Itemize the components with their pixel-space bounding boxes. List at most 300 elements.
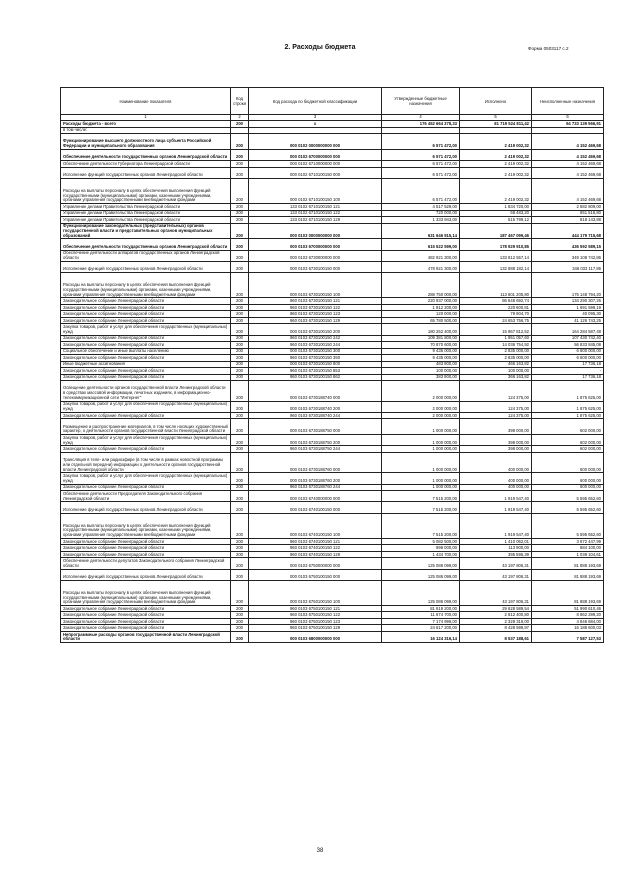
table-row xyxy=(61,210,604,217)
row-classification-code: 960 0103 6730100150 121 xyxy=(249,298,382,305)
row-classification-code: 960 0103 6750100150 129 xyxy=(249,625,382,632)
table-row xyxy=(61,446,604,453)
row-executed: 2 419 002,32 xyxy=(460,149,532,160)
row-name: Исполнение функций государственных органов Ленинградской области xyxy=(61,167,231,178)
row-classification-code: 960 0103 6740100150 129 xyxy=(249,551,382,558)
row-executed: 2 419 002,32 xyxy=(460,178,532,203)
row-line-code: 200 xyxy=(231,324,249,335)
row-approved: 478 921 300,00 xyxy=(382,261,460,272)
table-row xyxy=(61,298,604,305)
row-line-code: 200 xyxy=(231,134,249,150)
budget-expenses-table xyxy=(60,87,604,643)
row-executed: 187 467 099,46 xyxy=(460,223,532,239)
table-row xyxy=(61,204,604,211)
row-name: Закупка товаров, работ и услуг для обеспечения государственных (муниципальных) нужд xyxy=(61,401,231,412)
row-name: Функционирование высшего должностного лица субъекта Российской Федерации и муниципального образования xyxy=(61,134,231,150)
row-executed: 398 000,00 xyxy=(460,419,532,435)
row-classification-code: 000 0103 6730100150 200 xyxy=(249,324,382,335)
table-row xyxy=(61,317,604,324)
table-row xyxy=(61,473,604,484)
row-classification-code: 133 0102 6710100150 121 xyxy=(249,204,382,211)
row-unexecuted: 164 284 587,48 xyxy=(532,324,604,335)
row-name: Законодательное собрание Ленинградской области xyxy=(61,618,231,625)
row-approved: 1 912 200,00 xyxy=(382,304,460,311)
row-approved: 6 571 472,00 xyxy=(382,161,460,168)
row-approved: 2 000 000,00 xyxy=(382,412,460,419)
row-executed: 100 000,00 xyxy=(460,368,532,375)
row-classification-code: 133 0102 6710100150 122 xyxy=(249,210,382,217)
row-executed: 43 197 806,31 xyxy=(460,569,532,580)
table-row xyxy=(61,605,604,612)
row-line-code: 200 xyxy=(231,412,249,419)
row-executed: 8 428 599,97 xyxy=(460,625,532,632)
col-number: 1 xyxy=(61,115,231,121)
row-approved: 70 870 600,00 xyxy=(382,342,460,349)
row-unexecuted: 1 039 104,61 xyxy=(532,551,604,558)
row-line-code: 200 xyxy=(231,355,249,362)
row-unexecuted: 884 100,00 xyxy=(532,545,604,552)
row-executed: 1 919 547,40 xyxy=(460,491,532,502)
row-unexecuted: 4 152 469,68 xyxy=(532,149,604,160)
row-classification-code: 000 0103 6740000000 000 xyxy=(249,491,382,502)
row-executed: 220 600,81 xyxy=(460,304,532,311)
row-unexecuted: 602 000,00 xyxy=(532,446,604,453)
row-unexecuted: 6 600 000,00 xyxy=(532,355,604,362)
table-row xyxy=(61,381,604,402)
row-name: Законодательное собрание Ленинградской области xyxy=(61,412,231,419)
row-approved: 1 333 943,00 xyxy=(382,217,460,224)
row-unexecuted: 651 516,80 xyxy=(532,210,604,217)
row-line-code: 200 xyxy=(231,223,249,239)
table-row xyxy=(61,167,604,178)
row-unexecuted: 94 733 139 566,91 xyxy=(532,121,604,128)
row-name: Законодательное собрание Ленинградской области xyxy=(61,342,231,349)
row-executed: 2 835 000,00 xyxy=(460,355,532,362)
row-classification-code: 000 0103 6750100150 100 xyxy=(249,580,382,605)
row-name: Законодательное собрание Ленинградской области xyxy=(61,304,231,311)
row-name: Социальное обеспечение и иные выплаты населению xyxy=(61,348,231,355)
row-classification-code: 960 0103 6730100150 122 xyxy=(249,304,382,311)
row-executed: 79 904,70 xyxy=(460,311,532,318)
table-row xyxy=(61,161,604,168)
row-unexecuted: 1 875 625,00 xyxy=(532,412,604,419)
row-name: Обеспечение деятельности государственных органов Ленинградской области xyxy=(61,149,231,160)
form-code: Форма 0503117 с.2 xyxy=(528,46,569,51)
row-line-code: 200 xyxy=(231,569,249,580)
row-classification-code: 133 0102 6710100150 129 xyxy=(249,217,382,224)
table-row xyxy=(61,250,604,261)
row-unexecuted: 1 875 625,00 xyxy=(532,401,604,412)
row-name: Закупка товаров, работ и услуг для обеспечения государственных (муниципальных) нужд xyxy=(61,324,231,335)
col-header-line-code: Код строки xyxy=(231,88,249,115)
row-line-code: 200 xyxy=(231,342,249,349)
row-approved: 631 646 915,14 xyxy=(382,223,460,239)
row-line-code: 200 xyxy=(231,317,249,324)
row-executed: 14 036 754,92 xyxy=(460,342,532,349)
row-line-code: 200 xyxy=(231,435,249,446)
row-executed: 113 601 205,80 xyxy=(460,273,532,298)
row-line-code: 200 xyxy=(231,401,249,412)
page-title: 2. Расходы бюджета xyxy=(284,44,356,51)
table-row xyxy=(61,348,604,355)
col-header-name: Наименование показателя xyxy=(61,88,231,115)
row-approved: 1 000 000,00 xyxy=(382,446,460,453)
row-executed: 1 834 720,00 xyxy=(460,204,532,211)
row-name: Законодательное собрание Ленинградской области xyxy=(61,605,231,612)
row-executed: 398 000,00 xyxy=(460,435,532,446)
table-row xyxy=(61,631,604,642)
row-classification-code: 960 0103 6750100150 121 xyxy=(249,605,382,612)
col-header-classification-code: Код расхода по бюджетной классификации xyxy=(249,88,382,115)
table-row xyxy=(61,435,604,446)
row-executed: 124 375,00 xyxy=(460,401,532,412)
row-name: в том числе: xyxy=(61,127,231,134)
row-line-code: 200 xyxy=(231,311,249,318)
row-classification-code: 960 0103 6730100150 244 xyxy=(249,342,382,349)
row-unexecuted: 3 672 447,99 xyxy=(532,538,604,545)
row-classification-code: 000 0103 6730188740 200 xyxy=(249,401,382,412)
table-row xyxy=(61,178,604,203)
row-classification-code: 960 0103 6730188750 244 xyxy=(249,446,382,453)
row-unexecuted: 51 990 610,46 xyxy=(532,605,604,612)
table-row xyxy=(61,304,604,311)
row-name: Обеспечение деятельности аппаратов государственных органов Ленинградской области xyxy=(61,250,231,261)
row-name: Законодательное собрание Ленинградской области xyxy=(61,317,231,324)
table-row xyxy=(61,545,604,552)
row-approved: 7 174 999,00 xyxy=(382,618,460,625)
row-name: Размещение и распространение материалов, в том числе носящих художественный характер, о деятельности органов государственной власти Ленинградской области xyxy=(61,419,231,435)
row-executed: 86 646 692,74 xyxy=(460,298,532,305)
row-classification-code: 960 0103 6730188760 244 xyxy=(249,484,382,491)
row-line-code: 200 xyxy=(231,335,249,342)
row-classification-code: 960 0103 6730100150 853 xyxy=(249,368,382,375)
row-name: Иные бюджетные ассигнования xyxy=(61,361,231,368)
table-row xyxy=(61,273,604,298)
row-executed: 1 919 547,40 xyxy=(460,513,532,538)
col-number: 2 xyxy=(231,115,249,121)
row-classification-code: 960 0103 6730100150 123 xyxy=(249,311,382,318)
row-classification-code: 000 0103 6730188760 000 xyxy=(249,452,382,473)
row-classification-code: 960 0103 6730100150 129 xyxy=(249,317,382,324)
row-approved: 7 515 200,00 xyxy=(382,513,460,538)
table-header-row xyxy=(61,88,604,115)
row-name: Расходы на выплаты персоналу в целях обеспечения выполнения функций государственными (муниципальными) органами, казенными учреждениями, органами управления государственными внебюджетными фондами xyxy=(61,580,231,605)
table-row xyxy=(61,223,604,239)
row-executed: 398 000,00 xyxy=(460,446,532,453)
row-approved: 180 252 400,00 xyxy=(382,324,460,335)
row-name: Исполнение функций государственных органов Ленинградской области xyxy=(61,261,231,272)
row-classification-code: 960 0103 6750100150 122 xyxy=(249,612,382,619)
table-row xyxy=(61,261,604,272)
row-approved: 998 000,00 xyxy=(382,545,460,552)
row-line-code: 200 xyxy=(231,625,249,632)
row-executed: 466 163,82 xyxy=(460,361,532,368)
row-unexecuted: 16 188 600,03 xyxy=(532,625,604,632)
row-name: Законодательное собрание Ленинградской области xyxy=(61,368,231,375)
row-unexecuted: 4 152 469,68 xyxy=(532,134,604,150)
row-approved: 11 674 700,00 xyxy=(382,612,460,619)
row-classification-code: 000 0103 6730000000 000 xyxy=(249,250,382,261)
row-unexecuted: 600 000,00 xyxy=(532,473,604,484)
row-executed: 400 000,00 xyxy=(460,452,532,473)
row-executed: 124 375,00 xyxy=(460,412,532,419)
table-row xyxy=(61,569,604,580)
row-line-code: 200 xyxy=(231,361,249,368)
row-approved: 1 000 000,00 xyxy=(382,473,460,484)
row-executed: 8 537 188,61 xyxy=(460,631,532,642)
row-name: Законодательное собрание Ленинградской области xyxy=(61,625,231,632)
row-name: Расходы на выплаты персоналу в целях обеспечения выполнения функций государственными (муниципальными) органами, казенными учреждениями, органами управления государственными внебюджетными фондами xyxy=(61,178,231,203)
col-number: 6 xyxy=(532,115,604,121)
row-unexecuted: 602 000,00 xyxy=(532,435,604,446)
row-name: Управление делами Правительства Ленинградской области xyxy=(61,204,231,211)
row-unexecuted: 600 000,00 xyxy=(532,484,604,491)
table-row xyxy=(61,513,604,538)
row-unexecuted: 4 152 469,68 xyxy=(532,167,604,178)
row-unexecuted: 444 179 715,68 xyxy=(532,223,604,239)
row-unexecuted: 4 846 684,00 xyxy=(532,618,604,625)
row-classification-code: 960 0103 6730100150 862 xyxy=(249,374,382,381)
row-executed: 2 419 002,32 xyxy=(460,134,532,150)
table-row xyxy=(61,217,604,224)
row-line-code: 200 xyxy=(231,121,249,128)
row-name: Непрограммные расходы органов государственной власти Ленинградской области xyxy=(61,631,231,642)
row-name: Управление делами Правительства Ленинградской области xyxy=(61,217,231,224)
row-approved: 9 435 000,00 xyxy=(382,355,460,362)
row-unexecuted: 81 888 193,69 xyxy=(532,558,604,569)
row-line-code: 200 xyxy=(231,304,249,311)
row-unexecuted: 81 888 193,69 xyxy=(532,580,604,605)
col-number: 3 xyxy=(249,115,382,121)
row-executed: 1 951 057,60 xyxy=(460,335,532,342)
table-row xyxy=(61,452,604,473)
col-header-executed: Исполнено xyxy=(460,88,532,115)
row-approved: 2 000 000,00 xyxy=(382,401,460,412)
row-approved: 6 571 472,00 xyxy=(382,149,460,160)
row-unexecuted: 4 152 469,68 xyxy=(532,161,604,168)
row-name: Трансляция в теле- или радиоэфире (в том числе в рамках новостной программы или отдельной передачи) информации о деятельности органов государственной власти Ленинградской области xyxy=(61,452,231,473)
table-row xyxy=(61,355,604,362)
row-approved: 482 921 300,00 xyxy=(382,250,460,261)
row-unexecuted: 5 595 652,60 xyxy=(532,513,604,538)
row-approved: 6 571 472,00 xyxy=(382,167,460,178)
row-name: Освещение деятельности органов государственной власти Ленинградской области в средствах массовой информации, печатных изданиях, в информационно-телекоммуникационной сети "Интернет" xyxy=(61,381,231,402)
row-unexecuted: 2 682 809,00 xyxy=(532,204,604,211)
row-unexecuted: - xyxy=(532,368,604,375)
table-row xyxy=(61,412,604,419)
row-name: Законодательное собрание Ленинградской области xyxy=(61,446,231,453)
row-approved: 125 086 099,00 xyxy=(382,580,460,605)
row-approved: 24 617 200,00 xyxy=(382,625,460,632)
table-row xyxy=(61,558,604,569)
row-executed: 24 653 756,75 xyxy=(460,317,532,324)
row-unexecuted: 818 143,88 xyxy=(532,217,604,224)
row-name: Законодательное собрание Ленинградской области xyxy=(61,538,231,545)
table-row xyxy=(61,612,604,619)
row-approved: 6 571 472,00 xyxy=(382,134,460,150)
row-unexecuted: 600 000,00 xyxy=(532,452,604,473)
row-classification-code: 000 0103 6730188740 000 xyxy=(249,381,382,402)
row-line-code: 200 xyxy=(231,149,249,160)
row-unexecuted: 134 290 307,26 xyxy=(532,298,604,305)
row-approved: 1 000 000,00 xyxy=(382,452,460,473)
table-row xyxy=(61,491,604,502)
row-approved: 7 515 200,00 xyxy=(382,502,460,513)
row-unexecuted: 175 148 794,20 xyxy=(532,273,604,298)
row-unexecuted: 602 000,00 xyxy=(532,419,604,435)
row-approved: 288 750 000,00 xyxy=(382,273,460,298)
row-line-code: 200 xyxy=(231,419,249,435)
row-name: Функционирование законодательных (представительных) органов государственной власти и представительных органов муниципальных образований xyxy=(61,223,231,239)
table-row xyxy=(61,149,604,160)
row-executed: 2 419 002,32 xyxy=(460,161,532,168)
table-row xyxy=(61,324,604,335)
row-executed: 1 410 052,01 xyxy=(460,538,532,545)
row-name: Законодательное собрание Ленинградской области xyxy=(61,551,231,558)
row-classification-code: 000 0103 6700000000 000 xyxy=(249,239,382,250)
row-classification-code: 000 0103 6750000000 000 xyxy=(249,558,382,569)
row-approved: 483 900,00 xyxy=(382,361,460,368)
row-executed: 515 799,12 xyxy=(460,217,532,224)
row-approved: 100 000,00 xyxy=(382,368,460,375)
row-classification-code: 000 0103 6730100150 100 xyxy=(249,273,382,298)
row-executed: 400 000,00 xyxy=(460,484,532,491)
row-line-code: 200 xyxy=(231,612,249,619)
row-name: Законодательное собрание Ленинградской области xyxy=(61,612,231,619)
row-name: Закупка товаров, работ и услуг для обеспечения государственных (муниципальных) нужд xyxy=(61,473,231,484)
row-classification-code: 000 0103 6730188750 200 xyxy=(249,435,382,446)
row-executed: 113 900,00 xyxy=(460,545,532,552)
row-classification-code: 000 0103 0000000000 000 xyxy=(249,223,382,239)
row-approved: 109 381 800,00 xyxy=(382,335,460,342)
row-line-code: 200 xyxy=(231,273,249,298)
row-executed: 81 719 524 811,42 xyxy=(460,121,532,128)
table-row xyxy=(61,618,604,625)
row-unexecuted: 349 108 742,86 xyxy=(532,250,604,261)
row-executed: 29 628 589,54 xyxy=(460,605,532,612)
row-approved: 81 619 200,00 xyxy=(382,605,460,612)
row-line-code: 200 xyxy=(231,473,249,484)
row-line-code: 200 xyxy=(231,502,249,513)
row-line-code: 200 xyxy=(231,484,249,491)
row-executed: 43 197 806,31 xyxy=(460,558,532,569)
row-approved: 6 571 472,00 xyxy=(382,178,460,203)
row-name: Законодательное собрание Ленинградской области xyxy=(61,335,231,342)
row-name: Законодательное собрание Ленинградской области xyxy=(61,374,231,381)
row-name: Управление делами Правительства Ленинградской области xyxy=(61,210,231,217)
table-row xyxy=(61,311,604,318)
row-line-code: 200 xyxy=(231,545,249,552)
table-row xyxy=(61,374,604,381)
table-body xyxy=(61,121,604,643)
row-line-code: 200 xyxy=(231,298,249,305)
row-approved: 1 000 000,00 xyxy=(382,419,460,435)
row-classification-code: 000 0103 6740100150 100 xyxy=(249,513,382,538)
row-approved: 720 000,00 xyxy=(382,210,460,217)
row-classification-code: 000 0102 6710000000 000 xyxy=(249,161,382,168)
row-line-code: 200 xyxy=(231,513,249,538)
row-approved: 120 000,00 xyxy=(382,311,460,318)
row-classification-code: 000 0103 6740100150 000 xyxy=(249,502,382,513)
col-header-unexecuted: Неисполненные назначения xyxy=(532,88,604,115)
table-row xyxy=(61,401,604,412)
row-classification-code: 960 0103 6740100150 122 xyxy=(249,545,382,552)
table-row xyxy=(61,419,604,435)
row-line-code: 200 xyxy=(231,558,249,569)
row-classification-code: 000 0103 6730100150 800 xyxy=(249,361,382,368)
table-row xyxy=(61,342,604,349)
row-classification-code: 000 0103 6730188750 000 xyxy=(249,419,382,435)
row-unexecuted: 17 736,18 xyxy=(532,361,604,368)
row-classification-code: 960 0103 6750100150 123 xyxy=(249,618,382,625)
row-unexecuted: 4 152 469,68 xyxy=(532,178,604,203)
row-executed: 2 812 400,80 xyxy=(460,612,532,619)
row-executed: 2 328 316,00 xyxy=(460,618,532,625)
table-row xyxy=(61,625,604,632)
row-line-code: 200 xyxy=(231,446,249,453)
row-line-code: 200 xyxy=(231,381,249,402)
row-name: Обеспечение деятельности Председателя Законодательного собрания Ленинградской области xyxy=(61,491,231,502)
row-approved: 1 434 700,00 xyxy=(382,551,460,558)
row-approved: 383 900,00 xyxy=(382,374,460,381)
row-name: Обеспечение деятельности Губернатора Ленинградской области xyxy=(61,161,231,168)
row-unexecuted: 40 095,30 xyxy=(532,311,604,318)
row-line-code: 200 xyxy=(231,261,249,272)
row-line-code: 200 xyxy=(231,368,249,375)
row-line-code: 200 xyxy=(231,538,249,545)
row-name: Расходы на выплаты персоналу в целях обеспечения выполнения функций государственными (муниципальными) органами, казенными учреждениями, органами управления государственными внебюджетными фондами xyxy=(61,513,231,538)
row-classification-code: 000 0102 6700000000 000 xyxy=(249,149,382,160)
row-executed: 68 483,20 xyxy=(460,210,532,217)
row-unexecuted: 5 595 652,60 xyxy=(532,491,604,502)
row-line-code: 200 xyxy=(231,161,249,168)
row-unexecuted: 1 691 599,19 xyxy=(532,304,604,311)
row-unexecuted: 81 888 193,69 xyxy=(532,569,604,580)
row-line-code: 200 xyxy=(231,167,249,178)
row-line-code: 200 xyxy=(231,204,249,211)
row-line-code: 200 xyxy=(231,239,249,250)
row-classification-code: 960 0103 6730100150 242 xyxy=(249,335,382,342)
row-line-code: 200 xyxy=(231,580,249,605)
row-line-code: 200 xyxy=(231,631,249,642)
row-line-code: 200 xyxy=(231,452,249,473)
row-name: Законодательное собрание Ленинградской области xyxy=(61,355,231,362)
row-executed: 43 197 806,31 xyxy=(460,580,532,605)
row-approved: 220 937 000,00 xyxy=(382,298,460,305)
row-classification-code: 000 0102 0000000000 000 xyxy=(249,134,382,150)
row-classification-code: 960 0103 6740100150 121 xyxy=(249,538,382,545)
row-line-code: 200 xyxy=(231,250,249,261)
row-unexecuted: 41 126 743,25 xyxy=(532,317,604,324)
table-row xyxy=(61,538,604,545)
row-name: Обеспечение деятельности депутатов Законодательного собрания Ленинградской области xyxy=(61,558,231,569)
row-classification-code: 000 0103 6730100150 000 xyxy=(249,261,382,272)
row-name: Расходы на выплаты персоналу в целях обеспечения выполнения функций государственными (муниципальными) органами, казенными учреждениями, органами управления государственными внебюджетными фондами xyxy=(61,273,231,298)
row-executed: 400 000,00 xyxy=(460,473,532,484)
row-line-code: 200 xyxy=(231,348,249,355)
table-row xyxy=(61,335,604,342)
row-classification-code: 000 0102 6710100150 100 xyxy=(249,178,382,203)
row-line-code: 200 xyxy=(231,374,249,381)
col-header-approved: Утвержденные бюджетные назначения xyxy=(382,88,460,115)
row-approved: 125 086 099,00 xyxy=(382,569,460,580)
table-row xyxy=(61,580,604,605)
row-name: Обеспечение деятельности государственных органов Ленинградской области xyxy=(61,239,231,250)
row-line-code: 200 xyxy=(231,551,249,558)
row-name: Исполнение функций государственных органов Ленинградской области xyxy=(61,502,231,513)
row-approved: 2 000 000,00 xyxy=(382,381,460,402)
row-approved: 7 515 200,00 xyxy=(382,491,460,502)
